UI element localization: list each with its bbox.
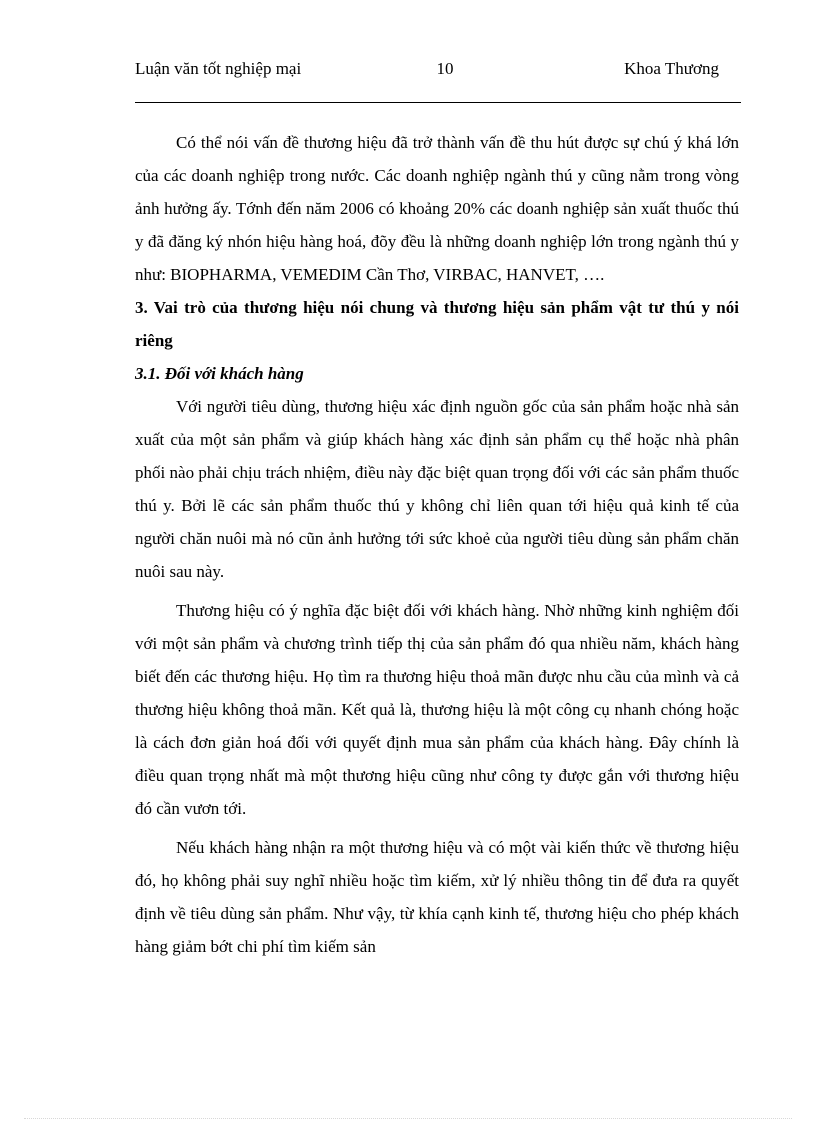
page-bottom-divider — [24, 1118, 792, 1119]
paragraph-brand-recognition: Nếu khách hàng nhận ra một thương hiệu và có một vài kiến thức về thương hiệu đó, họ không phải suy nghĩ nhiều hoặc tìm kiếm, xử lý nhiều thông tin để đưa ra quyết định về tiêu dùng sản phẩm. Như vậy, từ khía cạnh kinh tế, thương hiệu cho phép khách hàng giảm bớt chi phí tìm kiếm sản — [135, 838, 739, 956]
paragraph-brand-meaning: Thương hiệu có ý nghĩa đặc biệt đối với khách hàng. Nhờ những kinh nghiệm đối với một sản phẩm và chương trình tiếp thị của sản phẩm đó qua nhiều năm, khách hàng biết đến các thương hiệu. Họ tìm ra thương hiệu thoả mãn được nhu cầu của mình và cả thương hiệu không thoả mãn. Kết quả là, thương hiệu là một công cụ nhanh chóng hoặc là cách đơn giản hoá đối với quyết định mua sản phẩm của khách hàng. Đây chính là điều quan trọng nhất mà một thương hiệu cũng như công ty được gắn với thương hiệu đó cần vươn tới. — [135, 601, 739, 818]
header-right-text: Khoa Thương — [624, 59, 719, 78]
subsection-heading-3-1: 3.1. Đối với khách hàng — [135, 364, 304, 383]
page-header — [135, 58, 741, 103]
page-number: 10 — [436, 59, 454, 78]
page-body — [135, 126, 739, 963]
paragraph-consumer-role: Với người tiêu dùng, thương hiệu xác định nguồn gốc của sản phẩm hoặc nhà sản xuất của một sản phẩm và giúp khách hàng xác định sản phẩm cụ thể hoặc nhà phân phối nào phải chịu trách nhiệm, điều này đặc biệt quan trọng đối với các sản phẩm thuốc thú y. Bởi lẽ các sản phẩm thuốc thú y không chỉ liên quan tới hiệu quả kinh tế của người chăn nuôi mà nó cũn ảnh hưởng tới sức khoẻ của người tiêu dùng sản phẩm chăn nuôi sau này. — [135, 397, 739, 581]
paragraph-intro: Có thể nói vấn đề thương hiệu đã trở thành vấn đề thu hút được sự chú ý khá lớn của các doanh nghiệp trong nước. Các doanh nghiệp ngành thú y cũng nằm trong vòng ảnh hưởng ấy. Tớnh đến năm 2006 có khoảng 20% các doanh nghiệp sản xuất thuốc thú y đã đăng ký nhón hiệu hàng hoá, đõy đều là những doanh nghiệp lớn trong ngành thú y như: BIOPHARMA, VEMEDIM Cần Thơ, VIRBAC, HANVET, …. — [135, 133, 739, 284]
section-heading-3: 3. Vai trò của thương hiệu nói chung và thương hiệu sản phẩm vật tư thú y nói riêng — [135, 298, 739, 350]
header-left-text: Luận văn tốt nghiệp mại — [135, 59, 302, 78]
